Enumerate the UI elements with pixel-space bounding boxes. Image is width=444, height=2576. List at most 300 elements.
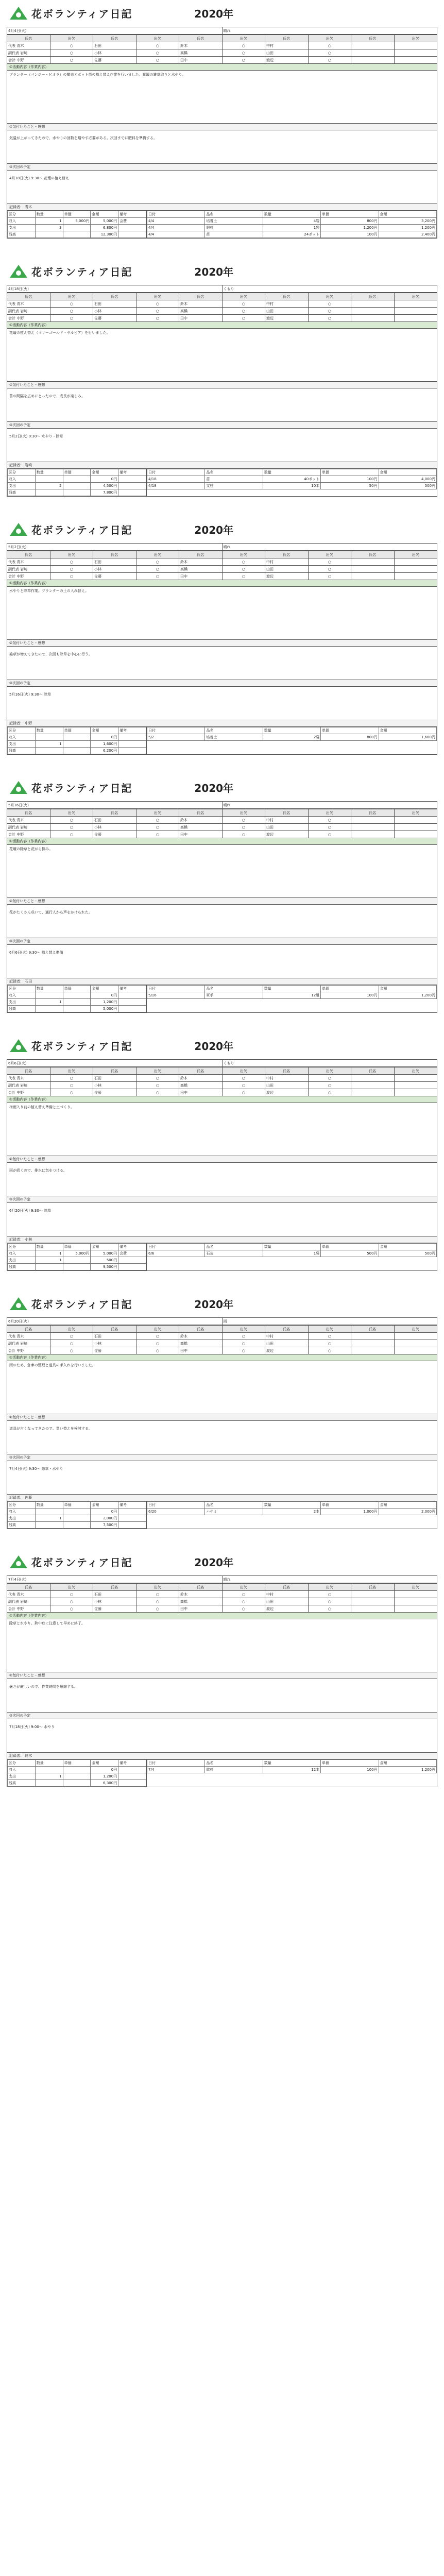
member-name: 鈴木 <box>179 1591 223 1598</box>
member-name <box>351 824 395 831</box>
member-attendance <box>394 49 437 57</box>
work-text: 水やりと除草作業。プランターの土の入れ替え。 <box>9 589 89 593</box>
member-col-header: 氏名 <box>351 1584 395 1591</box>
member-col-header: 氏名 <box>7 1584 50 1591</box>
section-work-label: ①活動内容（作業内容） <box>7 1096 437 1103</box>
receipt-cell: 12,300円 <box>91 231 118 238</box>
member-name: 代表 青木 <box>7 300 50 308</box>
cost-area <box>7 469 437 497</box>
receipt-row <box>8 1780 146 1787</box>
work-notes <box>7 845 437 898</box>
member-row <box>7 308 437 315</box>
work-text: 花壇の除草と花がら摘み。 <box>9 847 53 851</box>
diary-entry <box>7 1550 437 1787</box>
receipt-cell: 会費 <box>118 218 146 225</box>
cost-cell: 5/2 <box>147 734 205 741</box>
member-attendance: ○ <box>136 1347 179 1354</box>
receipt-row <box>8 476 146 483</box>
member-col-header: 氏名 <box>7 809 50 817</box>
member-attendance: ○ <box>222 1333 265 1340</box>
receipt-col-header: 金額 <box>91 1244 118 1250</box>
member-attendance <box>394 1591 437 1598</box>
member-row <box>7 1075 437 1082</box>
cost-cell: 800円 <box>321 734 379 741</box>
member-name <box>351 558 395 566</box>
member-col-header: 出欠 <box>394 809 437 817</box>
receipt-cell: 1 <box>35 218 63 225</box>
member-attendance: ○ <box>308 1347 351 1354</box>
flower-logo-icon <box>9 1296 28 1311</box>
diary-header <box>7 1550 437 1573</box>
receipt-cell <box>118 1509 146 1515</box>
receipt-cell <box>63 741 91 748</box>
member-attendance <box>394 831 437 838</box>
member-name: 山田 <box>265 308 309 315</box>
receipt-cell <box>63 1257 91 1264</box>
cost-row <box>147 734 437 741</box>
cost-col-header: 数量 <box>263 1760 320 1767</box>
receipt-col-header: 金額 <box>91 211 118 218</box>
member-col-header: 氏名 <box>265 809 309 817</box>
member-name: 田中 <box>179 1605 223 1613</box>
date-cell: 6月20日(火) <box>7 1318 223 1325</box>
receipt-cell: 収入 <box>8 1250 36 1257</box>
member-col-header: 氏名 <box>351 293 395 300</box>
section-work-label: ①活動内容（作業内容） <box>7 1613 437 1619</box>
receipt-cell <box>63 1780 91 1787</box>
flower-logo-icon <box>9 1554 28 1569</box>
cost-cell: 4,000円 <box>379 476 436 483</box>
record-row: 記録者： 石田 <box>7 978 437 985</box>
cost-cell: 7/4 <box>147 1767 205 1773</box>
receipt-row <box>8 1522 146 1529</box>
cost-cell: 1,200円 <box>379 992 436 999</box>
member-attendance <box>394 1075 437 1082</box>
member-attendance: ○ <box>222 300 265 308</box>
member-attendance <box>394 1598 437 1605</box>
notes-text <box>7 1163 437 1196</box>
weather-cell: 晴れ <box>222 544 437 551</box>
member-row <box>7 1333 437 1340</box>
member-name: 代表 青木 <box>7 1591 50 1598</box>
member-col-header: 出欠 <box>136 293 179 300</box>
cost-row <box>147 1250 437 1257</box>
member-row <box>7 300 437 308</box>
notes-line: 花がたくさん咲いて、通行人から声をかけられた。 <box>9 910 92 914</box>
cost-table <box>147 1759 437 1787</box>
member-attendance <box>394 308 437 315</box>
member-name: 代表 青木 <box>7 817 50 824</box>
member-attendance: ○ <box>308 558 351 566</box>
member-name <box>351 1340 395 1347</box>
diary-entry <box>7 775 437 1013</box>
receipt-cell <box>118 1522 146 1529</box>
diary-title: 花ボランティア日記 <box>31 1556 133 1569</box>
member-attendance: ○ <box>222 1591 265 1598</box>
member-attendance: ○ <box>50 315 93 322</box>
receipt-row <box>8 734 146 741</box>
member-name: 渡辺 <box>265 1089 309 1096</box>
receipt-row <box>8 1250 146 1257</box>
member-name: 小林 <box>93 566 136 573</box>
receipt-cell <box>35 1522 63 1529</box>
cost-cell: 2本 <box>263 1509 320 1515</box>
notes-text <box>7 647 437 680</box>
date-cell: 5月16日(火) <box>7 802 223 809</box>
receipt-cell <box>63 231 91 238</box>
diary-header <box>7 517 437 541</box>
cost-area <box>7 1243 437 1271</box>
receipt-col-header: 備考 <box>118 469 146 476</box>
work-notes <box>7 1361 437 1414</box>
member-name: 鈴木 <box>179 1333 223 1340</box>
notes-line: 道具が古くなってきたので、買い替えを検討する。 <box>9 1427 92 1431</box>
cost-cell: 100円 <box>321 231 379 238</box>
section-next-label: ③次回の予定 <box>7 1713 437 1719</box>
section-next-label: ③次回の予定 <box>7 422 437 429</box>
section-work-label: ①活動内容（作業内容） <box>7 1354 437 1361</box>
member-attendance: ○ <box>50 308 93 315</box>
member-name <box>351 1605 395 1613</box>
work-text: 花壇の植え替え（マリーゴールド・サルビア）を行いました。 <box>9 331 110 335</box>
member-name: 小林 <box>93 1340 136 1347</box>
member-col-header: 出欠 <box>222 35 265 42</box>
member-attendance: ○ <box>308 49 351 57</box>
member-name: 石田 <box>93 1075 136 1082</box>
receipt-col-header: 単価 <box>63 469 91 476</box>
member-name: 高橋 <box>179 1340 223 1347</box>
receipt-cell: 収入 <box>8 1767 36 1773</box>
receipt-cell <box>35 1264 63 1270</box>
cost-cell: 40ポット <box>263 476 320 483</box>
record-row: 記録者： 青木 <box>7 204 437 211</box>
member-col-header: 出欠 <box>50 35 93 42</box>
receipt-cell: 2,000円 <box>91 1515 118 1522</box>
member-col-header: 出欠 <box>308 293 351 300</box>
receipt-cell: 7,500円 <box>91 1522 118 1529</box>
date-cell: 4月18日(火) <box>7 285 223 293</box>
cost-cell: 石灰 <box>205 1250 263 1257</box>
receipt-cell: 0円 <box>91 1767 118 1773</box>
receipt-cell <box>35 748 63 754</box>
receipt-cell <box>118 1006 146 1012</box>
cost-cell: 1,200円 <box>379 225 436 231</box>
receipt-cell: 収入 <box>8 1509 36 1515</box>
member-attendance <box>394 817 437 824</box>
member-name: 山田 <box>265 824 309 831</box>
cost-col-header: 日付 <box>147 986 205 992</box>
flower-logo-icon <box>9 521 28 537</box>
member-name <box>351 42 395 49</box>
cost-col-header: 単価 <box>321 986 379 992</box>
receipt-cell: 1,200円 <box>91 1773 118 1780</box>
cost-cell: 肥料 <box>205 225 263 231</box>
receipt-cell <box>118 1773 146 1780</box>
receipt-cell <box>35 489 63 496</box>
receipt-col-header: 金額 <box>91 1760 118 1767</box>
date-table <box>7 1059 437 1067</box>
receipt-row <box>8 218 146 225</box>
member-name: 鈴木 <box>179 817 223 824</box>
weather-cell: 晴れ <box>222 27 437 35</box>
member-col-header: 氏名 <box>93 1584 136 1591</box>
member-attendance: ○ <box>222 824 265 831</box>
cost-cell: 1,600円 <box>379 734 436 741</box>
member-attendance: ○ <box>50 1347 93 1354</box>
receipt-col-header: 区分 <box>8 727 36 734</box>
receipt-col-header: 区分 <box>8 469 36 476</box>
member-attendance: ○ <box>50 49 93 57</box>
section-notes-label: ②気付いたこと・感想 <box>7 124 437 130</box>
section-next-label: ③次回の予定 <box>7 938 437 945</box>
member-attendance: ○ <box>136 831 179 838</box>
cost-cell: 800円 <box>321 218 379 225</box>
receipt-cell <box>63 1515 91 1522</box>
receipt-cell: 1 <box>35 1250 63 1257</box>
member-col-header: 氏名 <box>179 1584 223 1591</box>
member-col-header: 氏名 <box>265 1326 309 1333</box>
receipt-cell <box>63 1006 91 1012</box>
member-col-header: 出欠 <box>136 35 179 42</box>
member-attendance <box>394 1082 437 1089</box>
date-cell: 4月4日(火) <box>7 27 223 35</box>
member-table <box>7 1583 437 1613</box>
work-text: 梅雨入り前の植え替え準備と土づくり。 <box>9 1105 74 1109</box>
receipt-col-header: 単価 <box>63 986 91 992</box>
member-attendance: ○ <box>50 558 93 566</box>
cost-cell: 苗 <box>205 231 263 238</box>
member-row <box>7 824 437 831</box>
member-col-header: 出欠 <box>308 1584 351 1591</box>
date-table <box>7 801 437 809</box>
receipt-cell: 支出 <box>8 1257 36 1264</box>
cost-cell: 4/4 <box>147 231 205 238</box>
member-col-header: 出欠 <box>136 551 179 558</box>
notes-line: 苗の間隔を広めにとったので、成長が楽しみ。 <box>9 394 86 398</box>
record-row: 記録者： 佐藤 <box>7 1495 437 1501</box>
member-name: 中村 <box>265 1333 309 1340</box>
member-col-header: 出欠 <box>308 1067 351 1075</box>
receipt-cell <box>118 734 146 741</box>
receipt-cell: 5,000円 <box>63 1250 91 1257</box>
receipt-col-header: 備考 <box>118 1502 146 1509</box>
member-name <box>351 1591 395 1598</box>
member-name <box>351 1082 395 1089</box>
cost-cell: 6/6 <box>147 1250 205 1257</box>
member-attendance: ○ <box>50 1082 93 1089</box>
member-attendance: ○ <box>136 817 179 824</box>
notes-text <box>7 130 437 164</box>
cost-col-header: 品名 <box>205 1760 263 1767</box>
receipt-cell <box>63 748 91 754</box>
member-col-header: 出欠 <box>50 1584 93 1591</box>
member-row <box>7 1591 437 1598</box>
section-notes-label: ②気付いたこと・感想 <box>7 1156 437 1163</box>
cost-cell: 500円 <box>321 1250 379 1257</box>
member-attendance: ○ <box>136 573 179 580</box>
receipt-cell <box>63 734 91 741</box>
member-name: 石田 <box>93 300 136 308</box>
member-name: 石田 <box>93 817 136 824</box>
diary-entry <box>7 517 437 755</box>
receipt-cell <box>118 1264 146 1270</box>
date-cell: 6月6日(火) <box>7 1060 223 1067</box>
receipt-col-header: 区分 <box>8 1760 36 1767</box>
member-name: 山田 <box>265 1598 309 1605</box>
date-table <box>7 543 437 551</box>
cost-area <box>7 1501 437 1529</box>
member-attendance <box>394 315 437 322</box>
member-col-header: 出欠 <box>308 551 351 558</box>
notes-text <box>7 905 437 938</box>
member-table <box>7 293 437 322</box>
cost-cell: 5/16 <box>147 992 205 999</box>
diary-header <box>7 1033 437 1057</box>
member-row <box>7 573 437 580</box>
receipt-cell: 6,200円 <box>91 748 118 754</box>
receipt-cell <box>35 734 63 741</box>
diary-header <box>7 1 437 25</box>
member-attendance: ○ <box>222 566 265 573</box>
member-attendance: ○ <box>222 1075 265 1082</box>
cost-cell: 10本 <box>263 483 320 489</box>
cost-cell: 軍手 <box>205 992 263 999</box>
receipt-cell <box>63 992 91 999</box>
diary-year: 2020年 <box>194 782 234 794</box>
receipt-cell <box>118 992 146 999</box>
member-name <box>351 817 395 824</box>
cost-col-header: 品名 <box>205 727 263 734</box>
receipt-cell <box>63 999 91 1006</box>
member-col-header: 氏名 <box>93 551 136 558</box>
cost-cell: 4/4 <box>147 225 205 231</box>
receipt-cell: 支出 <box>8 1515 36 1522</box>
receipt-cell: 6,300円 <box>91 1780 118 1787</box>
weather-cell: 晴れ <box>222 1576 437 1583</box>
receipt-cell <box>35 992 63 999</box>
receipt-cell <box>118 1257 146 1264</box>
member-attendance: ○ <box>136 49 179 57</box>
receipt-col-header: 備考 <box>118 1760 146 1767</box>
cost-col-header: 日付 <box>147 727 205 734</box>
receipt-col-header: 区分 <box>8 1502 36 1509</box>
weather-cell: 晴れ <box>222 802 437 809</box>
member-col-header: 氏名 <box>265 293 309 300</box>
receipt-cell: 支出 <box>8 741 36 748</box>
member-attendance: ○ <box>222 1089 265 1096</box>
next-text <box>7 1461 437 1495</box>
next-text <box>7 1203 437 1236</box>
notes-text <box>7 388 437 422</box>
member-col-header: 出欠 <box>394 1067 437 1075</box>
member-attendance: ○ <box>136 308 179 315</box>
member-name: 山田 <box>265 1082 309 1089</box>
member-name: 鈴木 <box>179 558 223 566</box>
member-name: 代表 青木 <box>7 42 50 49</box>
member-name: 佐藤 <box>93 57 136 64</box>
cost-table <box>147 1243 437 1270</box>
receipt-cell: 500円 <box>91 1257 118 1264</box>
member-col-header: 出欠 <box>308 809 351 817</box>
member-name: 田中 <box>179 1089 223 1096</box>
member-name: 田中 <box>179 57 223 64</box>
cost-cell: 50円 <box>321 483 379 489</box>
cost-col-header: 金額 <box>379 1502 436 1509</box>
member-attendance: ○ <box>308 831 351 838</box>
receipt-cell: 0円 <box>91 1509 118 1515</box>
section-notes-label: ②気付いたこと・感想 <box>7 1672 437 1679</box>
member-name: 副代表 岩崎 <box>7 824 50 831</box>
notes-line: 暑さが厳しいので、作業時間を短縮する。 <box>9 1685 78 1689</box>
date-cell: 7月4日(火) <box>7 1576 223 1583</box>
receipt-cell: 会費 <box>118 1250 146 1257</box>
member-attendance: ○ <box>222 558 265 566</box>
member-col-header: 出欠 <box>394 1326 437 1333</box>
receipt-cell: 6,800円 <box>91 225 118 231</box>
member-name: 副代表 岩崎 <box>7 566 50 573</box>
member-name: 小林 <box>93 824 136 831</box>
member-table <box>7 1067 437 1096</box>
member-attendance: ○ <box>50 573 93 580</box>
member-col-header: 氏名 <box>351 35 395 42</box>
member-attendance: ○ <box>136 42 179 49</box>
member-name: 小林 <box>93 1082 136 1089</box>
flower-logo-icon <box>9 779 28 795</box>
receipt-row <box>8 1767 146 1773</box>
cost-col-header: 日付 <box>147 1760 205 1767</box>
cost-cell: 2,000円 <box>379 1509 436 1515</box>
diary-year: 2020年 <box>194 1556 234 1569</box>
cost-col-header: 単価 <box>321 211 379 218</box>
receipt-row <box>8 231 146 238</box>
member-name: 代表 青木 <box>7 1075 50 1082</box>
member-col-header: 出欠 <box>136 1326 179 1333</box>
member-name: 副代表 岩崎 <box>7 1340 50 1347</box>
receipt-row <box>8 1509 146 1515</box>
member-attendance: ○ <box>50 1598 93 1605</box>
member-col-header: 出欠 <box>50 809 93 817</box>
receipt-cell: 1 <box>35 1773 63 1780</box>
member-name: 山田 <box>265 1340 309 1347</box>
cost-row <box>147 218 437 225</box>
next-line: 6月20日(火) 9:30～ 除草 <box>9 1209 51 1213</box>
cost-col-header: 単価 <box>321 469 379 476</box>
member-col-header: 氏名 <box>265 35 309 42</box>
receipt-cell <box>63 1773 91 1780</box>
member-attendance: ○ <box>308 308 351 315</box>
section-next-label: ③次回の予定 <box>7 164 437 171</box>
weather-cell: 雨 <box>222 1318 437 1325</box>
member-attendance: ○ <box>136 1089 179 1096</box>
member-col-header: 氏名 <box>265 1067 309 1075</box>
receipt-table <box>7 469 147 496</box>
next-text <box>7 1719 437 1753</box>
cost-cell: 1,000円 <box>321 1509 379 1515</box>
next-line: 5月16日(火) 9:30～ 除草 <box>9 692 51 697</box>
cost-col-header: 金額 <box>379 986 436 992</box>
receipt-cell <box>118 489 146 496</box>
receipt-col-header: 数量 <box>35 1244 63 1250</box>
member-name: 佐藤 <box>93 1089 136 1096</box>
member-row <box>7 558 437 566</box>
receipt-cell: 5,000円 <box>91 1250 118 1257</box>
cost-table <box>147 727 437 754</box>
receipt-cell <box>118 1780 146 1787</box>
cost-cell: 培養土 <box>205 218 263 225</box>
cost-col-header: 品名 <box>205 1502 263 1509</box>
member-attendance: ○ <box>50 1075 93 1082</box>
section-notes-label: ②気付いたこと・感想 <box>7 382 437 388</box>
